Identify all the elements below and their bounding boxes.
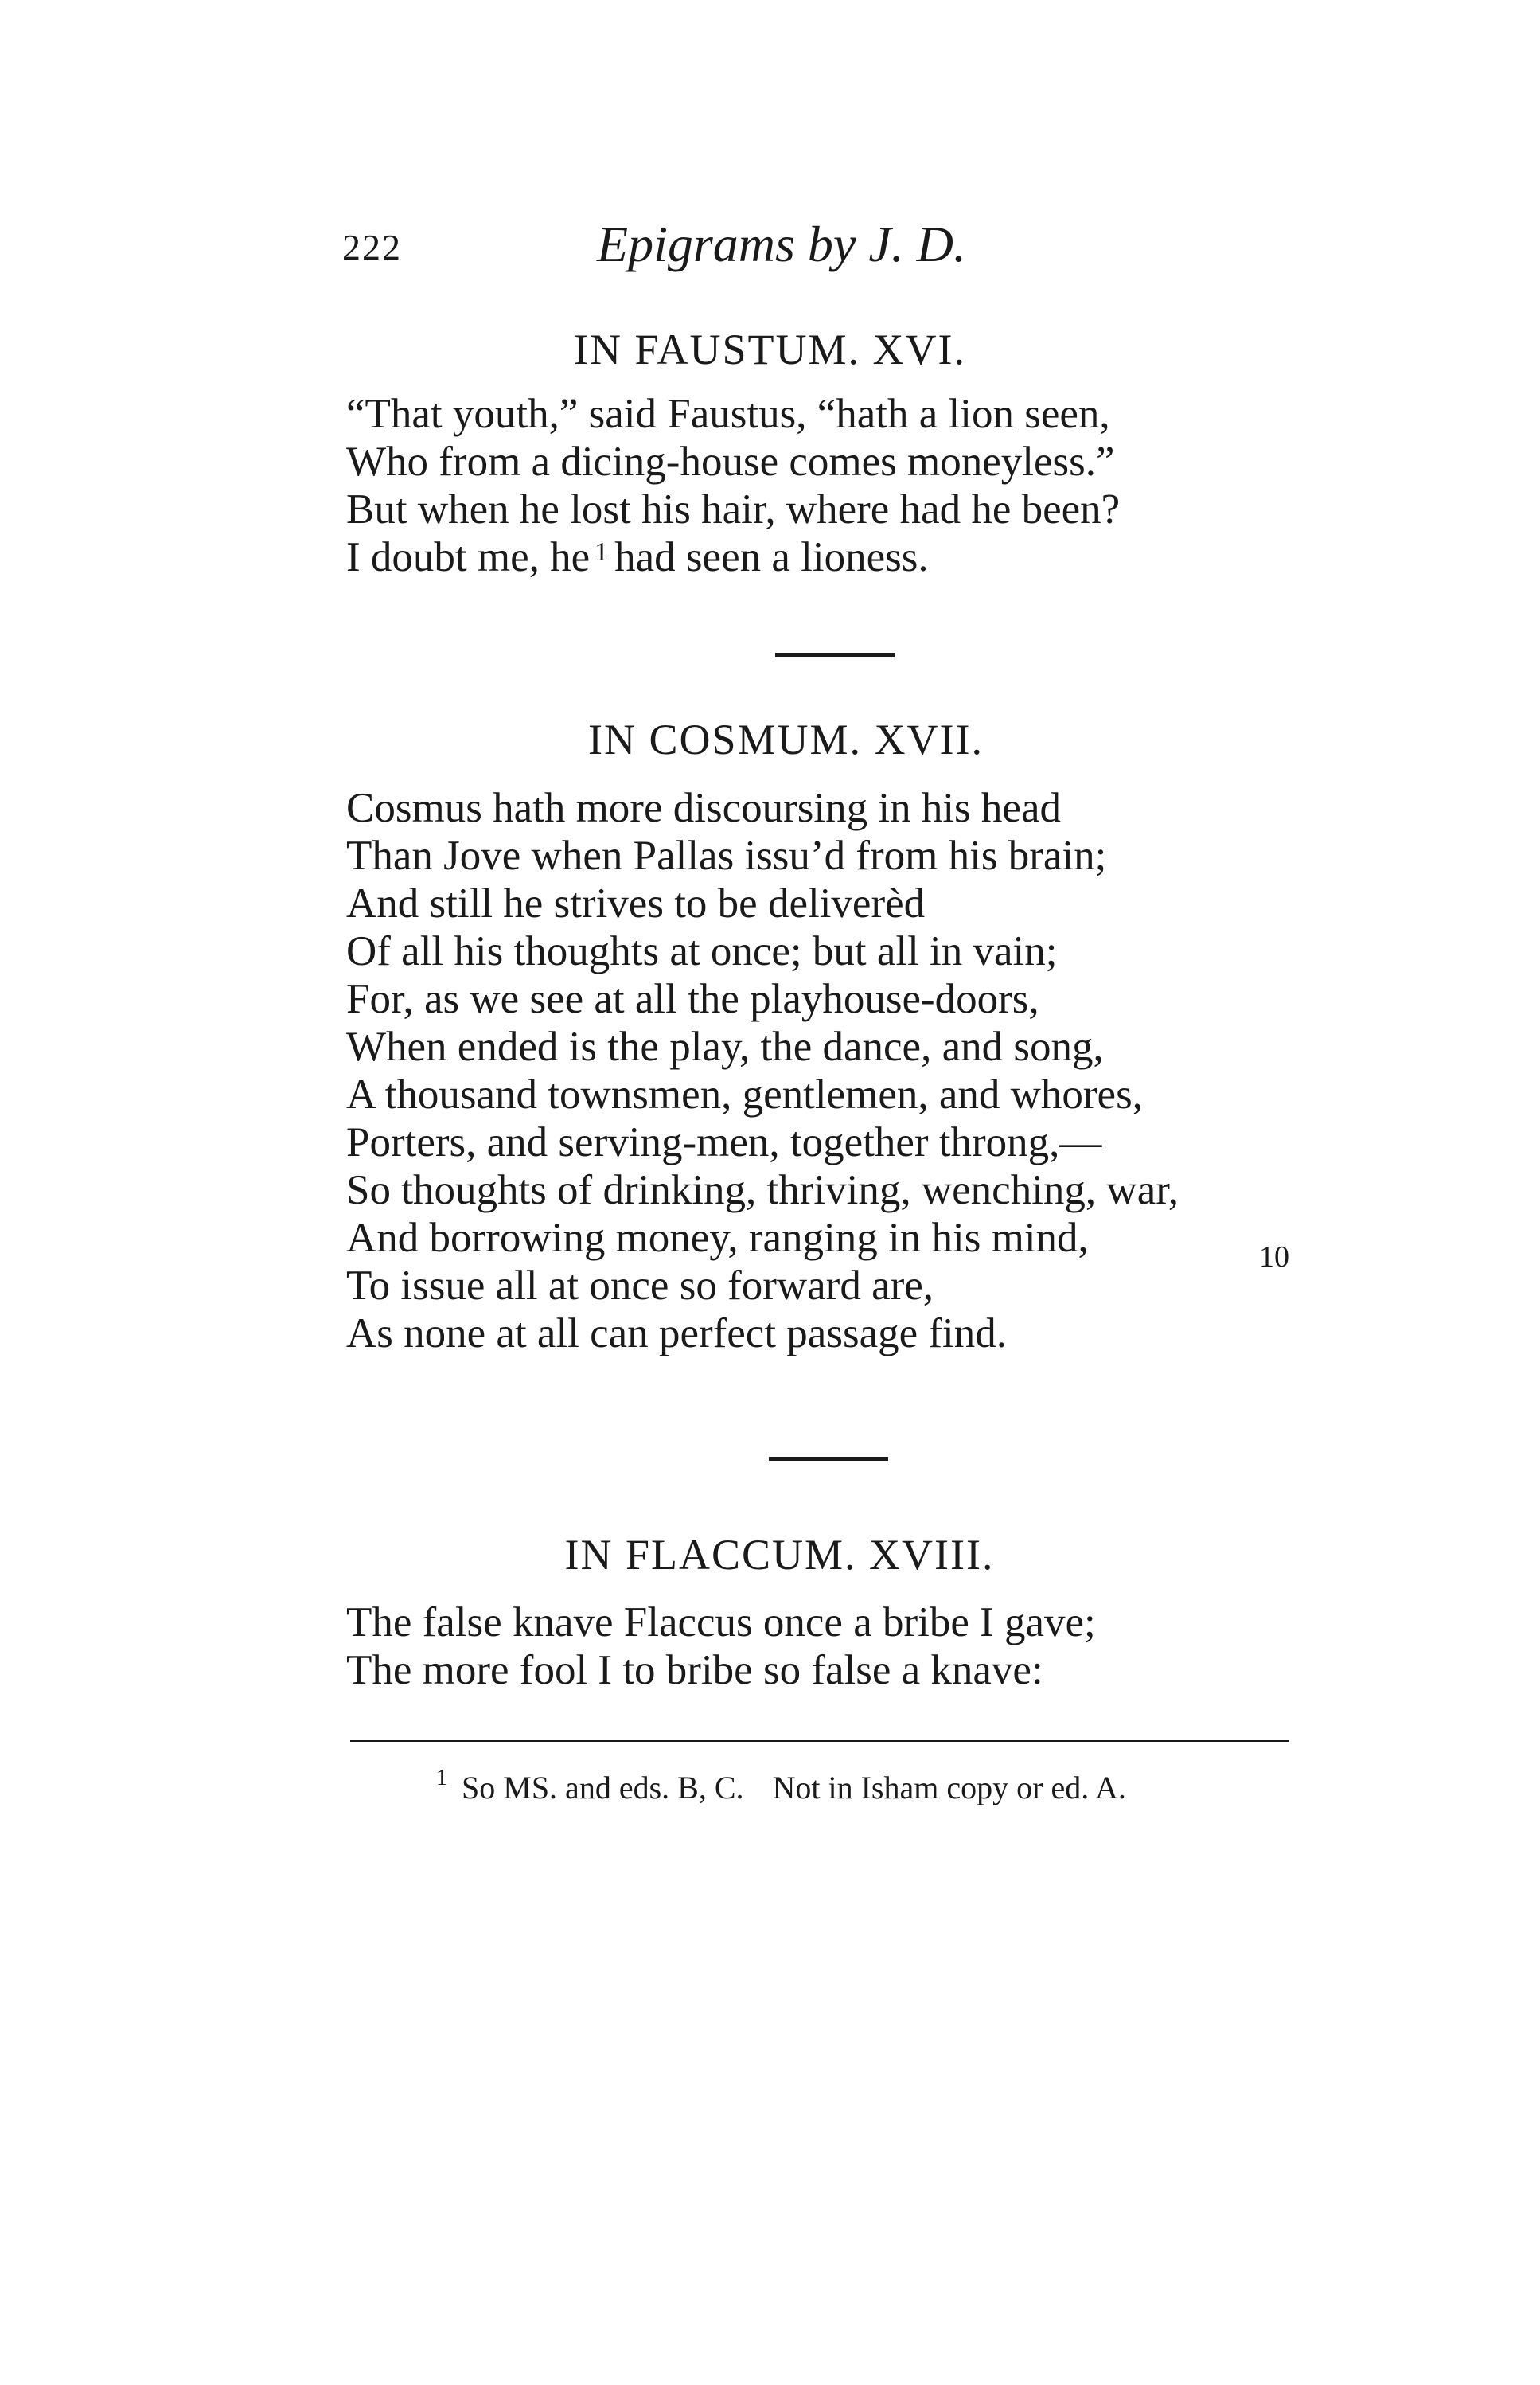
running-head — [342, 215, 1138, 279]
poem-line: The more fool I to bribe so false a knave: — [346, 1647, 1043, 1693]
poem-line: To issue all at once so forward are, — [346, 1263, 934, 1309]
footnote-marker: 1 — [436, 1766, 447, 1790]
poem-line: So thoughts of drinking, thriving, wenching, war, — [346, 1167, 1179, 1213]
running-title: Epigrams by J. D. — [597, 216, 966, 272]
poem-body-xvii — [346, 784, 1179, 1357]
poem-line: “That youth,” said Faustus, “hath a lion seen, — [346, 391, 1110, 437]
poem-line: Who from a dicing-house comes moneyless.” — [346, 439, 1115, 485]
footnote-text: So MS. and eds. B, C. — [462, 1770, 744, 1805]
poem-line: A thousand townsmen, gentlemen, and whores, — [346, 1071, 1143, 1118]
footnote-reference: 1 — [595, 537, 609, 567]
poem-line: For, as we see at all the playhouse-doors, — [346, 976, 1039, 1022]
poem-title-xvi: IN FAUSTUM. XVI. — [573, 326, 966, 373]
poem-line — [346, 533, 1120, 581]
poem-body-xviii — [346, 1598, 1096, 1694]
poem-body-xvi — [346, 390, 1120, 581]
line-number-marker: 10 — [1259, 1240, 1289, 1274]
section-divider — [769, 1457, 888, 1461]
poem-line: When ended is the play, the dance, and song, — [346, 1024, 1104, 1070]
poem-line-part: I doubt me, he — [346, 534, 591, 580]
poem-line: The false knave Flaccus once a bribe I gave; — [346, 1599, 1096, 1645]
poem-line: Than Jove when Pallas issu’d from his brain; — [346, 833, 1107, 879]
footnote-rule — [350, 1740, 1289, 1742]
page-number: 222 — [342, 227, 402, 267]
poem-line: But when he lost his hair, where had he been? — [346, 486, 1121, 533]
poem-title-xvii: IN COSMUM. XVII. — [587, 716, 984, 763]
poem-line: As none at all can perfect passage find. — [346, 1310, 1007, 1356]
poem-line: Cosmus hath more discoursing in his head — [346, 785, 1061, 831]
section-divider — [775, 653, 895, 657]
footnote — [436, 1766, 1126, 1806]
poem-line: Porters, and serving-men, together throng,— — [346, 1119, 1102, 1165]
poem-line-part: had seen a lioness. — [614, 534, 929, 580]
poem-title-xviii: IN FLACCUM. XVIII. — [564, 1531, 995, 1579]
poem-line: And borrowing money, ranging in his mind, — [346, 1215, 1089, 1261]
poem-line: Of all his thoughts at once; but all in vain; — [346, 928, 1058, 974]
poem-line: And still he strives to be deliverèd — [346, 880, 926, 927]
footnote-text: Not in Isham copy or ed. A. — [772, 1770, 1126, 1805]
